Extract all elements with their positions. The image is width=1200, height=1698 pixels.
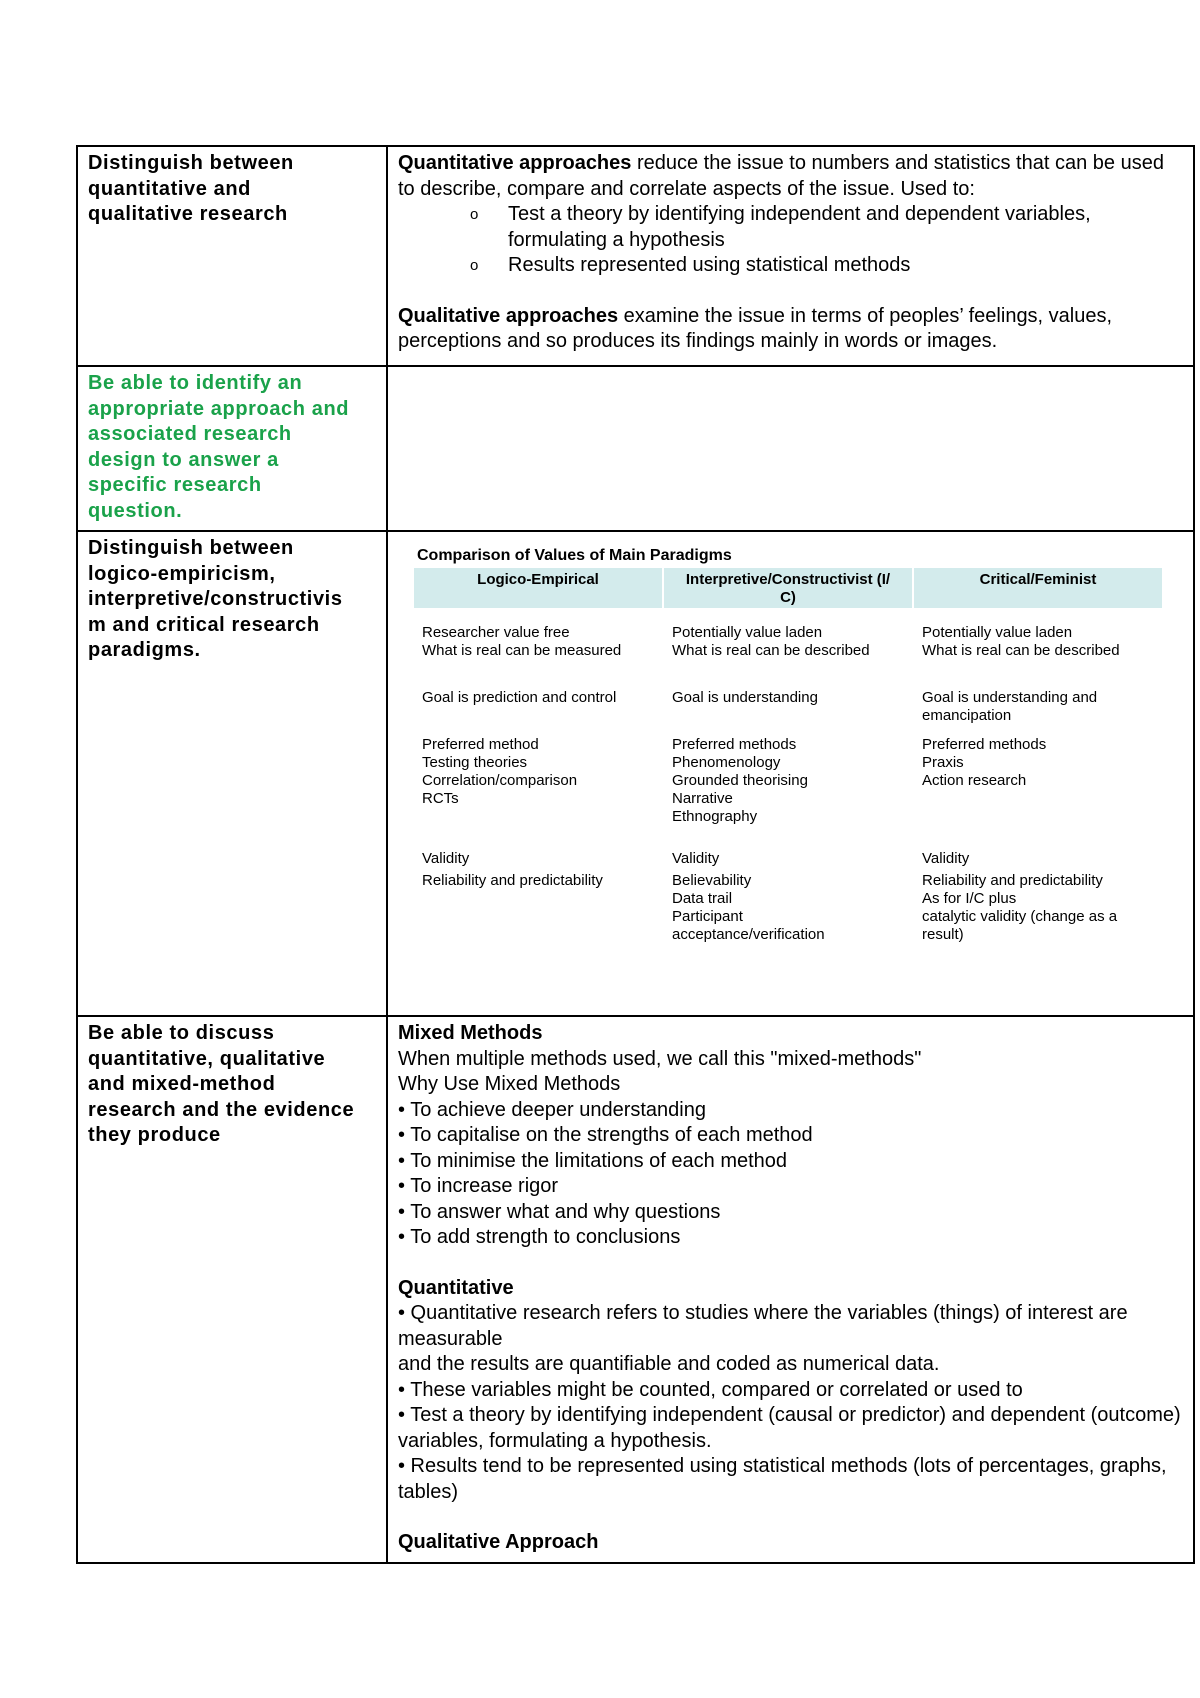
row-label-line: qualitative research <box>88 203 288 225</box>
qualitative-approaches-term: Qualitative approaches <box>398 304 619 327</box>
validity-cell: Reliability and predictability As for I/C plus catalytic validity (change as a result) <box>922 872 1118 943</box>
column-header-critical: Critical/Feminist <box>914 568 1162 608</box>
qualitative-approach-heading: Qualitative Approach <box>398 1531 599 1553</box>
row-label-line: question. <box>88 499 183 522</box>
row-label-cell <box>77 531 387 1016</box>
row-content-cell <box>387 1016 1194 1563</box>
row-label-line: and mixed-method <box>88 1073 276 1095</box>
methods-cell: Preferred methods Phenomenology Grounded theorising Narrative Ethnography <box>672 736 808 825</box>
qualitative-approaches-paragraph <box>398 304 1183 355</box>
uses-list <box>398 202 1183 279</box>
row-label-line: Be able to identify an <box>88 372 303 394</box>
methods-cell: Preferred method Testing theories Correlation/comparison RCTs <box>422 736 578 807</box>
list-item: • To increase rigor <box>398 1175 559 1197</box>
row-label-line: they produce <box>88 1124 221 1146</box>
validity-label: Validity <box>672 850 720 867</box>
table-row <box>77 366 1194 531</box>
list-item: • These variables might be counted, compared or correlated or used to <box>398 1378 1023 1401</box>
list-item: • To answer what and why questions <box>398 1200 721 1223</box>
row-content-cell <box>387 531 1194 1016</box>
column-header-interpretive: Interpretive/Constructivist (I/ C) <box>664 568 912 608</box>
row-label-line: design to answer a <box>88 448 279 471</box>
row-label-line: quantitative and <box>88 177 251 200</box>
list-item: o Test a theory by identifying independent and dependent variables, formulating a hypothesis <box>468 202 1183 253</box>
list-item: • To achieve deeper understanding <box>398 1098 706 1121</box>
row-label-line: m and critical research <box>88 613 320 636</box>
quantitative-approaches-term: Quantitative approaches <box>398 152 632 174</box>
column-header-logico-empirical: Logico-Empirical <box>414 568 662 608</box>
row-label-line: appropriate approach and <box>88 397 350 420</box>
figure-title: Comparison of Values of Main Paradigms <box>417 547 732 564</box>
row-label-line: Distinguish between <box>88 537 294 559</box>
list-item: • To add strength to conclusions <box>398 1226 681 1248</box>
values-cell: Potentially value laden What is real can be described <box>672 624 870 659</box>
list-item: • Test a theory by identifying independent (causal or predictor) and dependent (outcome) variables, formulating a hypothesis. <box>398 1404 1181 1452</box>
row-label-line: interpretive/constructivis <box>88 588 343 610</box>
qualitative-approaches-text: examine the issue in terms of peoples’ feelings, values, perceptions and so produces its findings mainly in words or images. <box>398 304 1113 352</box>
row-label-line: specific research <box>88 474 262 496</box>
row-label-cell <box>77 366 387 531</box>
table-row <box>77 531 1194 1016</box>
row-label-line: paradigms. <box>88 639 201 661</box>
list-item: • Quantitative research refers to studies where the variables (things) of interest are measurable <box>398 1302 1128 1350</box>
validity-cell: Reliability and predictability <box>422 872 603 889</box>
mixed-methods-intro: When multiple methods used, we call this "mixed-methods" <box>398 1047 922 1070</box>
goal-cell: Goal is understanding <box>672 689 818 706</box>
row-label-cell <box>77 146 387 366</box>
list-item: and the results are quantifiable and coded as numerical data. <box>398 1353 940 1375</box>
values-cell: Researcher value free What is real can be measured <box>422 624 622 659</box>
why-mixed-methods-heading: Why Use Mixed Methods <box>398 1073 621 1095</box>
row-content-cell <box>387 146 1194 366</box>
validity-cell: Believability Data trail Participant acceptance/verification <box>672 872 825 943</box>
row-label-line: logico-empiricism, <box>88 562 276 585</box>
quantitative-approaches-text: reduce the issue to numbers and statistics that can be used to describe, compare and correlate aspects of the issue. Used to: <box>398 152 1164 200</box>
study-notes-table <box>76 145 1195 1564</box>
row-content-cell-empty <box>387 366 1194 531</box>
paradigms-comparison-figure <box>414 546 1184 944</box>
row-label-line: Be able to discuss <box>88 1022 275 1044</box>
quantitative-approaches-paragraph <box>398 151 1183 202</box>
list-item: o Results represented using statistical methods <box>468 253 1183 279</box>
mixed-methods-heading: Mixed Methods <box>398 1022 543 1044</box>
row-label-cell <box>77 1016 387 1563</box>
row-label-line: research and the evidence <box>88 1098 355 1121</box>
figure-grid <box>414 568 1184 944</box>
list-item: • Results tend to be represented using statistical methods (lots of percentages, graphs, tables) <box>398 1455 1167 1503</box>
row-label-line: associated research <box>88 423 292 445</box>
table-row <box>77 146 1194 366</box>
goal-cell: Goal is prediction and control <box>422 689 617 706</box>
list-item: • To capitalise on the strengths of each method <box>398 1124 813 1146</box>
table-row <box>77 1016 1194 1563</box>
methods-cell: Preferred methods Praxis Action research <box>922 736 1047 789</box>
values-cell: Potentially value laden What is real can be described <box>922 624 1120 659</box>
row-label-line: quantitative, qualitative <box>88 1047 326 1070</box>
list-item: • To minimise the limitations of each method <box>398 1149 788 1172</box>
row-label-line: Distinguish between <box>88 152 294 174</box>
validity-label: Validity <box>422 850 470 867</box>
goal-cell: Goal is understanding and emancipation <box>922 689 1098 724</box>
validity-label: Validity <box>922 850 970 867</box>
quantitative-heading: Quantitative <box>398 1276 514 1299</box>
